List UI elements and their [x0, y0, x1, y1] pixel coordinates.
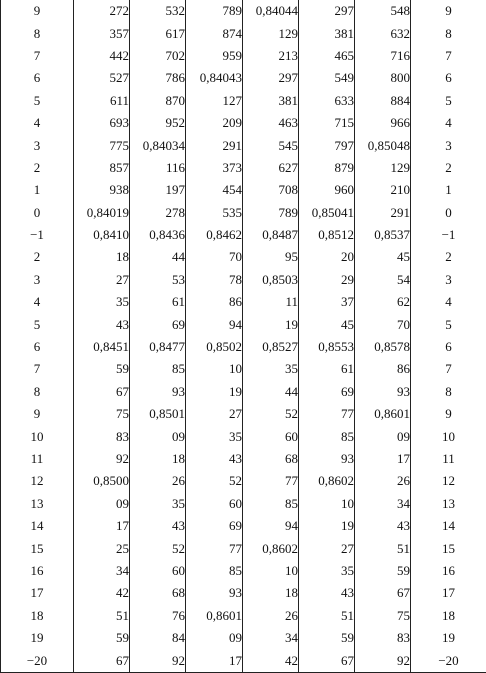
table-cell: 879 [299, 157, 355, 179]
table-cell: 92 [74, 448, 130, 470]
table-cell: 210 [355, 179, 411, 201]
table-cell: 549 [299, 67, 355, 89]
table-cell: 797 [299, 134, 355, 156]
table-cell: 0,8501 [130, 403, 186, 425]
table-cell: 17 [186, 649, 243, 672]
table-cell: 92 [130, 649, 186, 672]
row-argument-left: 7 [1, 45, 74, 67]
table-row [1, 157, 486, 179]
row-argument-right: 10 [442, 428, 455, 444]
table-cell: 197 [130, 179, 186, 201]
table-cell: 0,8601 [355, 403, 411, 425]
table-cell: 95 [243, 246, 299, 268]
table-cell: 09 [130, 425, 186, 447]
table-row [1, 269, 486, 291]
table-cell: 532 [130, 0, 186, 22]
table-cell: 611 [74, 90, 130, 112]
row-argument-right: 4 [445, 294, 452, 310]
table-cell: 67 [74, 381, 130, 403]
row-argument-left: 16 [1, 560, 74, 582]
table-row [1, 403, 486, 425]
row-argument-right: 5 [445, 92, 452, 108]
table-cell: 716 [355, 45, 411, 67]
table-cell: 775 [74, 134, 130, 156]
table-cell: 43 [299, 582, 355, 604]
table-cell: 381 [243, 90, 299, 112]
row-argument-left: 1 [1, 179, 74, 201]
table-row [1, 448, 486, 470]
row-argument-left: 17 [1, 582, 74, 604]
table-row [1, 291, 486, 313]
table-cell: 548 [355, 0, 411, 22]
table-cell: 09 [355, 425, 411, 447]
table-row [1, 22, 486, 44]
table-cell: 70 [186, 246, 243, 268]
row-argument-left: 2 [1, 246, 74, 268]
table-cell: 44 [130, 246, 186, 268]
table-cell: 26 [130, 470, 186, 492]
row-argument-right: 18 [442, 607, 455, 623]
table-cell: 209 [186, 112, 243, 134]
row-argument-left: 5 [1, 313, 74, 335]
table-cell: 85 [299, 425, 355, 447]
table-cell: 59 [355, 560, 411, 582]
table-cell: 09 [74, 493, 130, 515]
table-cell: 52 [243, 403, 299, 425]
row-argument-left: 3 [1, 269, 74, 291]
row-argument-right: 3 [445, 137, 452, 153]
table-cell: 857 [74, 157, 130, 179]
table-cell: 61 [299, 358, 355, 380]
table-cell: 85 [186, 560, 243, 582]
table-cell: 0,8512 [299, 224, 355, 246]
table-cell: 291 [186, 134, 243, 156]
table-row [1, 582, 486, 604]
row-argument-left: 8 [1, 22, 74, 44]
table-cell: 0,8527 [243, 336, 299, 358]
table-cell: 357 [74, 22, 130, 44]
row-argument-left: 8 [1, 381, 74, 403]
row-argument-left: 11 [1, 448, 74, 470]
table-cell: 51 [74, 605, 130, 627]
row-argument-left: 18 [1, 605, 74, 627]
table-cell: 17 [74, 515, 130, 537]
table-row [1, 313, 486, 335]
table-cell: 874 [186, 22, 243, 44]
row-argument-right: 8 [445, 383, 452, 399]
row-argument-left: 7 [1, 358, 74, 380]
table-cell: 37 [299, 291, 355, 313]
table-cell: 27 [186, 403, 243, 425]
table-row [1, 67, 486, 89]
table-cell: 83 [74, 425, 130, 447]
table-cell: 52 [130, 537, 186, 559]
table-cell: 77 [186, 537, 243, 559]
table-cell: 17 [355, 448, 411, 470]
table-cell: 34 [74, 560, 130, 582]
row-argument-left: 6 [1, 336, 74, 358]
table-cell: 11 [243, 291, 299, 313]
row-argument-left: 4 [1, 112, 74, 134]
table-cell: 0,85041 [299, 202, 355, 224]
table-cell: 69 [186, 515, 243, 537]
table-cell: 18 [74, 246, 130, 268]
table-cell: 278 [130, 202, 186, 224]
table-cell: 67 [355, 582, 411, 604]
table-cell: 35 [186, 425, 243, 447]
table-cell: 116 [130, 157, 186, 179]
table-cell: 94 [186, 313, 243, 335]
table-cell: 0,8502 [186, 336, 243, 358]
table-cell: 870 [130, 90, 186, 112]
row-argument-right: −20 [438, 652, 459, 668]
table-cell: 84 [130, 627, 186, 649]
table-cell: 75 [355, 605, 411, 627]
table-cell: 60 [186, 493, 243, 515]
table-cell: 959 [186, 45, 243, 67]
table-cell: 0,8602 [299, 470, 355, 492]
table-cell: 463 [243, 112, 299, 134]
row-argument-right: 15 [442, 540, 455, 556]
table-cell: 0,8503 [243, 269, 299, 291]
table-cell: 627 [243, 157, 299, 179]
table-cell: 545 [243, 134, 299, 156]
table-cell: 83 [355, 627, 411, 649]
table-cell: 62 [355, 291, 411, 313]
table-row [1, 560, 486, 582]
table-cell: 59 [74, 358, 130, 380]
row-argument-left: 6 [1, 67, 74, 89]
table-cell: 93 [186, 582, 243, 604]
table-cell: 86 [186, 291, 243, 313]
table-cell: 94 [243, 515, 299, 537]
table-cell: 291 [355, 202, 411, 224]
table-cell: 35 [243, 358, 299, 380]
row-argument-right: 3 [445, 271, 452, 287]
row-argument-right: 19 [442, 630, 455, 646]
table-cell: 42 [243, 649, 299, 672]
row-argument-right: −1 [441, 227, 456, 243]
table-cell: 789 [243, 202, 299, 224]
row-argument-right: 16 [442, 562, 455, 578]
table-cell: 617 [130, 22, 186, 44]
table-cell: 0,8601 [186, 605, 243, 627]
table-cell: 0,84019 [74, 202, 130, 224]
table-cell: 952 [130, 112, 186, 134]
table-cell: 381 [299, 22, 355, 44]
table-cell: 68 [130, 582, 186, 604]
table-cell: 19 [299, 515, 355, 537]
table-cell: 800 [355, 67, 411, 89]
row-argument-left: 9 [1, 0, 74, 22]
row-argument-right: 6 [445, 70, 452, 86]
table-row [1, 649, 486, 672]
table-row [1, 246, 486, 268]
table-cell: 85 [130, 358, 186, 380]
table-cell: 77 [243, 470, 299, 492]
table-cell: 129 [355, 157, 411, 179]
table-cell: 86 [355, 358, 411, 380]
row-argument-left: 5 [1, 90, 74, 112]
table-row [1, 336, 486, 358]
table-cell: 29 [299, 269, 355, 291]
table-row [1, 358, 486, 380]
table-cell: 0,84044 [243, 0, 299, 22]
row-argument-right: 12 [442, 473, 455, 489]
table-cell: 77 [299, 403, 355, 425]
row-argument-left: 12 [1, 470, 74, 492]
table-cell: 27 [299, 537, 355, 559]
row-argument-right: 4 [445, 115, 452, 131]
row-argument-left: 19 [1, 627, 74, 649]
table-cell: 51 [355, 537, 411, 559]
table-cell: 44 [243, 381, 299, 403]
table-cell: 43 [186, 448, 243, 470]
table-cell: 10 [186, 358, 243, 380]
table-cell: 884 [355, 90, 411, 112]
row-argument-right: 2 [445, 249, 452, 265]
table-cell: 26 [355, 470, 411, 492]
table-cell: 632 [355, 22, 411, 44]
row-argument-left: 3 [1, 134, 74, 156]
table-cell: 373 [186, 157, 243, 179]
table-row [1, 45, 486, 67]
row-argument-left: 15 [1, 537, 74, 559]
row-argument-right: 13 [442, 495, 455, 511]
table-cell: 0,8578 [355, 336, 411, 358]
table-cell: 70 [355, 313, 411, 335]
table-cell: 297 [243, 67, 299, 89]
table-cell: 59 [299, 627, 355, 649]
table-cell: 0,8436 [130, 224, 186, 246]
table-cell: 18 [243, 582, 299, 604]
row-argument-right: 5 [445, 316, 452, 332]
row-argument-left: 2 [1, 157, 74, 179]
table-cell: 42 [74, 582, 130, 604]
table-cell: 0,84043 [186, 67, 243, 89]
table-cell: 43 [74, 313, 130, 335]
table-cell: 25 [74, 537, 130, 559]
row-argument-right: 11 [442, 451, 455, 466]
table-cell: 715 [299, 112, 355, 134]
table-cell: 633 [299, 90, 355, 112]
table-cell: 20 [299, 246, 355, 268]
table-cell: 45 [355, 246, 411, 268]
row-argument-left: 9 [1, 403, 74, 425]
table-cell: 27 [74, 269, 130, 291]
table-cell: 52 [186, 470, 243, 492]
table-cell: 61 [130, 291, 186, 313]
row-argument-right: 7 [445, 47, 452, 63]
table-cell: 272 [74, 0, 130, 22]
row-argument-left: 13 [1, 493, 74, 515]
table-row [1, 627, 486, 649]
table-row [1, 381, 486, 403]
table-row [1, 605, 486, 627]
table-cell: 10 [299, 493, 355, 515]
table-cell: 53 [130, 269, 186, 291]
row-argument-left: −20 [1, 649, 74, 672]
table-cell: 213 [243, 45, 299, 67]
table-cell: 527 [74, 67, 130, 89]
table-row [1, 493, 486, 515]
table-cell: 68 [243, 448, 299, 470]
table-cell: 67 [299, 649, 355, 672]
row-argument-right: 8 [445, 25, 452, 41]
row-argument-right: 7 [445, 361, 452, 377]
row-argument-left: 14 [1, 515, 74, 537]
table-cell: 35 [130, 493, 186, 515]
row-argument-right: 9 [445, 406, 452, 422]
table-cell: 34 [355, 493, 411, 515]
table-cell: 0,85048 [355, 134, 411, 156]
table-cell: 93 [299, 448, 355, 470]
table-cell: 35 [74, 291, 130, 313]
table-cell: 45 [299, 313, 355, 335]
table-cell: 693 [74, 112, 130, 134]
table-cell: 454 [186, 179, 243, 201]
table-cell: 465 [299, 45, 355, 67]
table-cell: 85 [243, 493, 299, 515]
table-cell: 43 [355, 515, 411, 537]
table-cell: 535 [186, 202, 243, 224]
row-argument-left: −1 [1, 224, 74, 246]
table-cell: 54 [355, 269, 411, 291]
table-cell: 78 [186, 269, 243, 291]
table-cell: 43 [130, 515, 186, 537]
table-cell: 35 [299, 560, 355, 582]
table-cell: 60 [243, 425, 299, 447]
table-cell: 75 [74, 403, 130, 425]
table-cell: 0,8553 [299, 336, 355, 358]
row-argument-left: 4 [1, 291, 74, 313]
table-cell: 19 [186, 381, 243, 403]
row-argument-right: 1 [445, 182, 452, 198]
row-argument-right: 6 [445, 339, 452, 355]
table-row [1, 0, 486, 22]
table-row [1, 425, 486, 447]
table-cell: 26 [243, 605, 299, 627]
table-row [1, 202, 486, 224]
table-cell: 708 [243, 179, 299, 201]
table-cell: 93 [355, 381, 411, 403]
table-cell: 966 [355, 112, 411, 134]
table-row [1, 134, 486, 156]
table-row [1, 90, 486, 112]
table-cell: 0,8462 [186, 224, 243, 246]
table-cell: 297 [299, 0, 355, 22]
table-cell: 10 [243, 560, 299, 582]
table-cell: 60 [130, 560, 186, 582]
table-cell: 0,8537 [355, 224, 411, 246]
table-row [1, 515, 486, 537]
table-cell: 786 [130, 67, 186, 89]
table-cell: 69 [130, 313, 186, 335]
table-cell: 0,8500 [74, 470, 130, 492]
row-argument-right: 17 [442, 585, 455, 601]
table-row [1, 112, 486, 134]
table-cell: 0,84034 [130, 134, 186, 156]
row-argument-right: 14 [442, 518, 455, 534]
table-cell: 789 [186, 0, 243, 22]
table-cell: 0,8410 [74, 224, 130, 246]
table-cell: 59 [74, 627, 130, 649]
row-argument-right: 9 [445, 3, 452, 19]
table-cell: 76 [130, 605, 186, 627]
table-cell: 67 [74, 649, 130, 672]
table-cell: 0,8602 [243, 537, 299, 559]
table-cell: 0,8451 [74, 336, 130, 358]
table-cell: 51 [299, 605, 355, 627]
table-cell: 19 [243, 313, 299, 335]
table-cell: 18 [130, 448, 186, 470]
table-row [1, 179, 486, 201]
table-cell: 09 [186, 627, 243, 649]
table-cell: 938 [74, 179, 130, 201]
table-cell: 0,8477 [130, 336, 186, 358]
table-body [1, 0, 486, 673]
table-row [1, 537, 486, 559]
table-cell: 34 [243, 627, 299, 649]
table-row [1, 224, 486, 246]
row-argument-left: 0 [1, 202, 74, 224]
table-cell: 69 [299, 381, 355, 403]
table-cell: 92 [355, 649, 411, 672]
table-cell: 93 [130, 381, 186, 403]
table-cell: 960 [299, 179, 355, 201]
table-cell: 127 [186, 90, 243, 112]
row-argument-right: 0 [445, 204, 452, 220]
table-cell: 0,8487 [243, 224, 299, 246]
table-cell: 442 [74, 45, 130, 67]
table-cell: 129 [243, 22, 299, 44]
table-cell: 702 [130, 45, 186, 67]
table-row [1, 470, 486, 492]
row-argument-right: 2 [445, 159, 452, 175]
row-argument-left: 10 [1, 425, 74, 447]
